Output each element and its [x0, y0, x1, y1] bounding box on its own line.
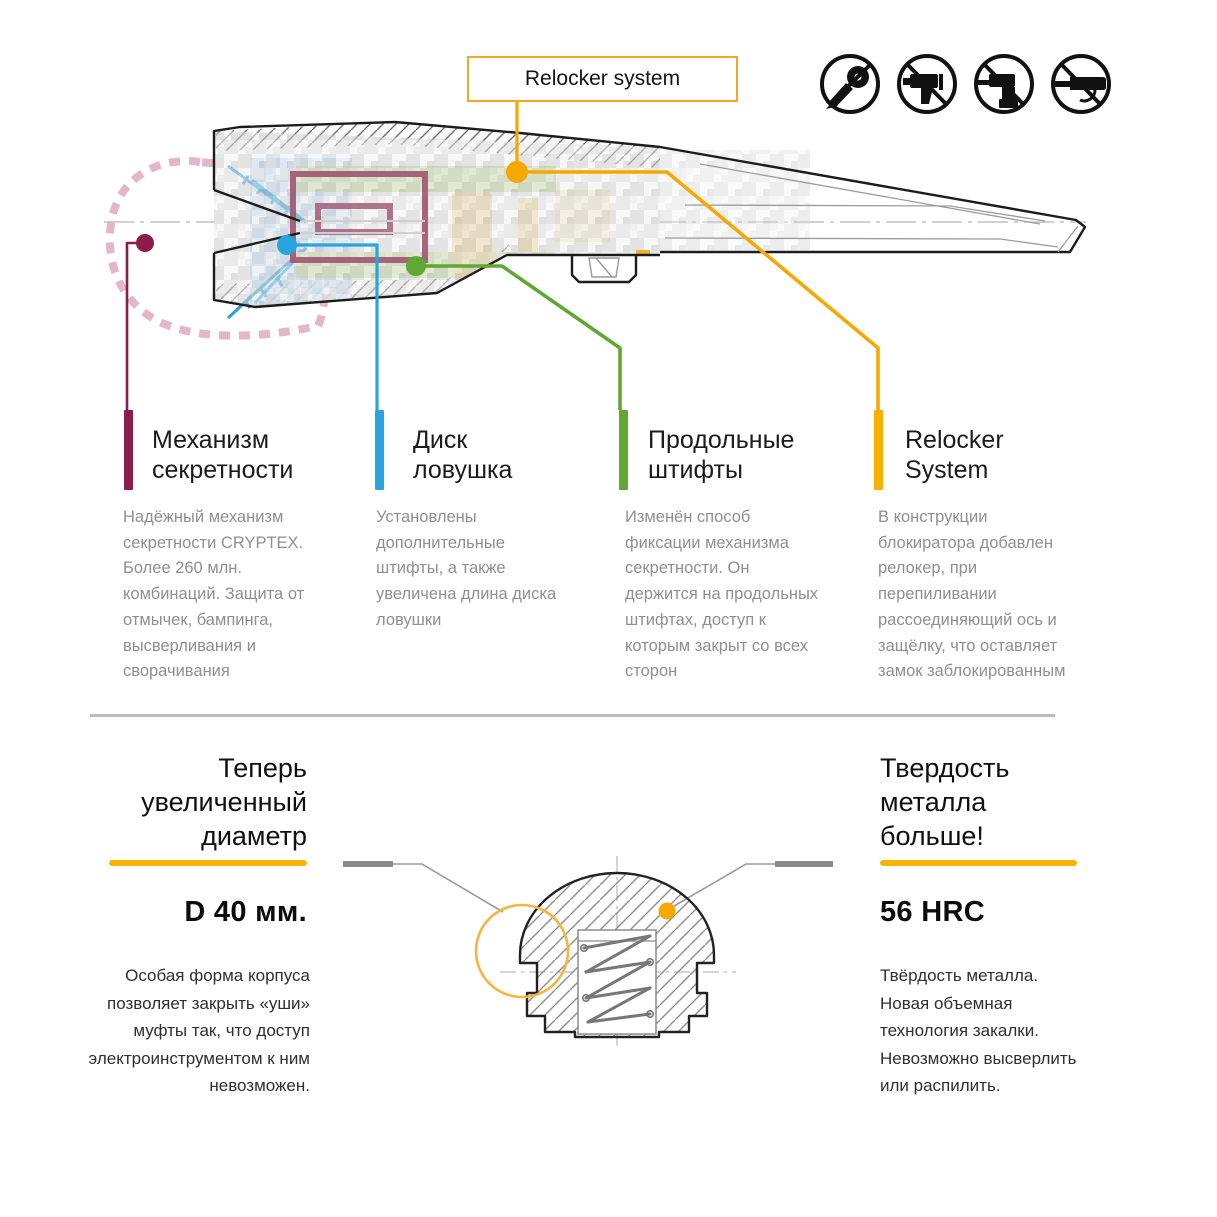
ref-bar-left: [343, 861, 393, 867]
diameter-value: D 40 мм.: [184, 896, 307, 928]
callout-dot-green: [406, 256, 426, 276]
feature-body-longitudinal-pins: Изменён способ фиксации механизма секретности. Он держится на продольных штифтах, доступ к которым закрыт со всех сторон: [625, 508, 819, 681]
lock-cross-section-diagram: [100, 96, 1100, 414]
section-divider: [90, 714, 1055, 717]
feature-body-disc-trap: Установлены дополнительные штифты, а также увеличена длина диска ловушки: [376, 508, 557, 629]
pixelated-censor: [214, 131, 660, 307]
feature-title-disc-trap: Диск ловушка: [413, 426, 513, 484]
highlight-dot: [659, 903, 676, 920]
leader-line-maroon: [127, 243, 145, 410]
feature-bar-4: [874, 410, 883, 490]
feature-title-relocker-system: Relocker System: [905, 426, 1004, 484]
hardness-title: Твердость металла больше!: [880, 753, 1010, 851]
feature-bar-2: [375, 410, 384, 490]
diameter-underline: [109, 860, 307, 866]
hardness-underline: [880, 860, 1077, 866]
relocker-mark: [636, 250, 650, 254]
spring-channel: [578, 930, 656, 1034]
ref-leader-left: [393, 864, 503, 912]
diameter-description: Особая форма корпуса позволяет закрыть «уши» муфты так, что доступ электроинструментом к ним невозможен.: [88, 966, 310, 1096]
feature-bar-3: [619, 410, 628, 490]
diameter-title: Теперь увеличенный диаметр: [141, 753, 307, 851]
tab-screw-detail: [589, 258, 619, 277]
feature-bar-1: [124, 410, 133, 490]
relocker-system-label-text: Relocker system: [524, 67, 681, 90]
ball-detail-diagram: [330, 850, 850, 1050]
hardness-value: 56 HRC: [880, 896, 985, 928]
shackle-blade: [660, 147, 1085, 252]
feature-title-longitudinal-pins: Продольные штифты: [648, 426, 795, 484]
feature-body-secrecy-mechanism: Надёжный механизм секретности CRYPTEX. Более 260 млн. комбинаций. Защита от отмычек, бампинга, высверливания и сворачивания: [123, 508, 305, 681]
callout-dot-yellow: [506, 161, 528, 183]
callout-dot-maroon: [136, 234, 154, 252]
feature-body-relocker-system: В конструкции блокиратора добавлен релокер, при перепиливании рассоединяющий ось и защёлку, что оставляет замок заблокированным: [878, 508, 1066, 681]
ref-bar-right: [775, 861, 833, 867]
feature-title-secrecy-mechanism: Механизм секретности: [152, 426, 294, 484]
callout-dot-blue: [277, 235, 297, 255]
hardness-description: Твёрдость металла. Новая объемная технология закалки. Невозможно высверлить или распилить.: [880, 966, 1077, 1096]
lock-body: [104, 102, 1086, 410]
